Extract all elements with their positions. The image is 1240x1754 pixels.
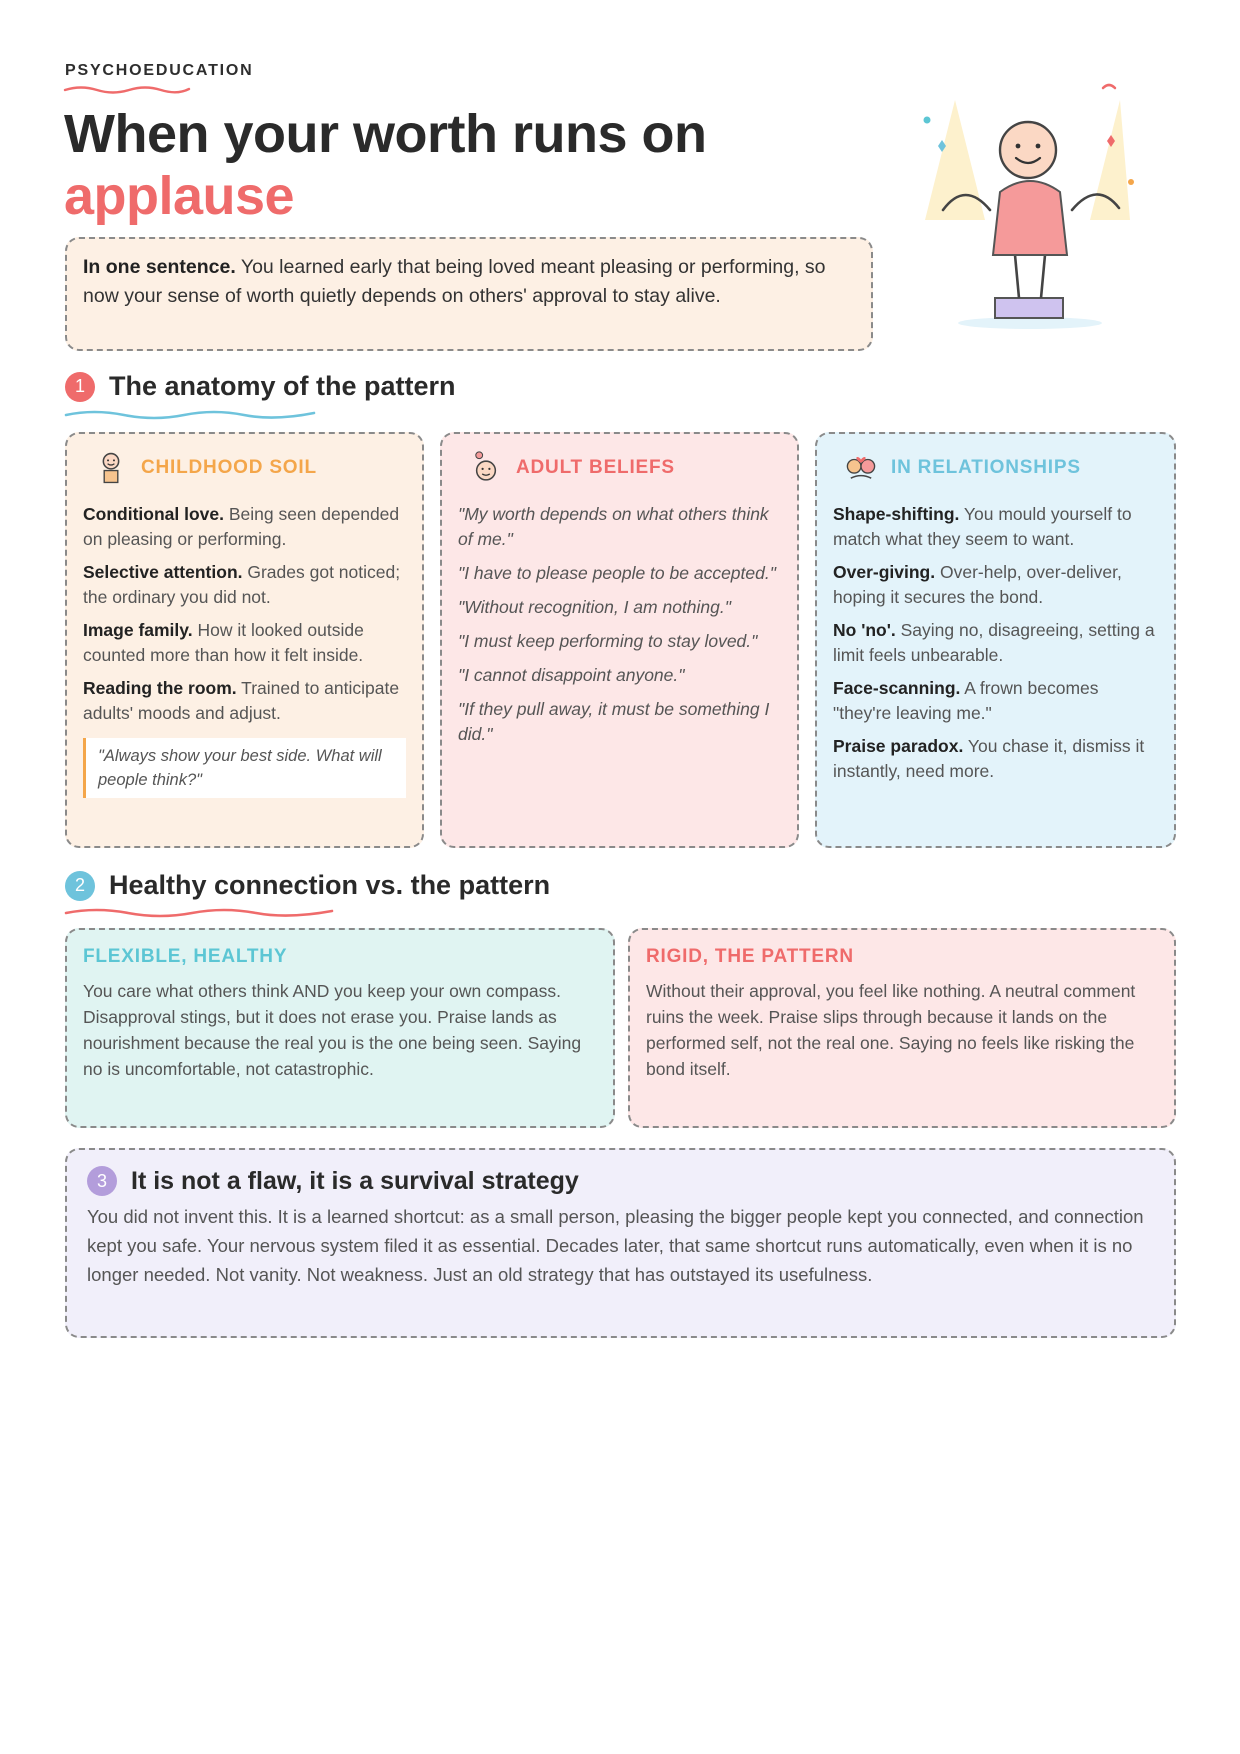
section-1-title: The anatomy of the pattern xyxy=(109,371,456,401)
section-2-number: 2 xyxy=(65,871,95,901)
section-1-heading xyxy=(65,371,456,402)
section-2-title: Healthy connection vs. the pattern xyxy=(109,870,551,900)
relationship-item-text: Over-help, over-deliver, hoping it secures the bond. xyxy=(833,562,1122,607)
performer-on-stage-icon xyxy=(915,80,1145,340)
relationship-item xyxy=(833,618,1158,668)
childhood-item-term: Selective attention. xyxy=(83,562,243,582)
section-3-title: It is not a flaw, it is a survival strategy xyxy=(131,1166,579,1195)
belief-quote: "If they pull away, it must be something I did." xyxy=(458,699,770,744)
childhood-item xyxy=(83,676,406,726)
childhood-item-term: Conditional love. xyxy=(83,504,224,524)
childhood-item-text: How it looked outside counted more than how it felt inside. xyxy=(83,620,364,665)
relationship-item-text: A frown becomes "they're leaving me." xyxy=(833,678,1099,723)
summary-lead: In one sentence. xyxy=(83,256,236,278)
belief-quote: "I must keep performing to stay loved." xyxy=(458,631,758,651)
rigid-card-text: Without their approval, you feel like nothing. A neutral comment ruins the week. Praise slips through because it lands on the performed self, not the real one. Saying no feels like risking the bond itself. xyxy=(646,981,1136,1079)
two-people-heart-icon xyxy=(841,451,881,485)
healthy-card-text: You care what others think AND you keep your own compass. Disapproval stings, but it does not erase you. Praise lands as nourishment because the real you is the one being seen. Saying no is uncomfortable, not catastrophic. xyxy=(83,981,582,1079)
healthy-card xyxy=(65,928,615,1128)
relationships-card-header xyxy=(833,454,1158,482)
childhood-item xyxy=(83,502,406,552)
relationships-card-label: IN RELATIONSHIPS xyxy=(891,457,1081,478)
relationship-item-term: Face-scanning. xyxy=(833,678,961,698)
relationship-item-term: No 'no'. xyxy=(833,620,896,640)
relationship-item xyxy=(833,676,1158,726)
section-3-number: 3 xyxy=(87,1166,117,1196)
relationship-item-term: Over-giving. xyxy=(833,562,936,582)
childhood-item-term: Image family. xyxy=(83,620,193,640)
childhood-item xyxy=(83,560,406,610)
adult-beliefs-card xyxy=(440,432,799,848)
section-3-text: You did not invent this. It is a learned shortcut: as a small person, pleasing the bigger people kept you connected, and connection kept you safe. Your nervous system filed it as essential. Decades later, that same shortcut runs automatically, even when it is no longer needed. Not vanity. Not weakness. Just an old strategy that has outstayed its usefulness. xyxy=(87,1206,1144,1285)
rigid-card-label: RIGID, THE PATTERN xyxy=(646,946,854,967)
page-title xyxy=(64,103,706,227)
belief-quote: "I have to please people to be accepted." xyxy=(458,563,776,583)
childhood-quote-callout: "Always show your best side. What will people think?" xyxy=(83,738,406,798)
childhood-item-term: Reading the room. xyxy=(83,678,237,698)
section-2-heading xyxy=(65,870,550,901)
childhood-item xyxy=(83,618,406,668)
belief-quote: "My worth depends on what others think of me." xyxy=(458,504,769,549)
childhood-card-label: CHILDHOOD SOIL xyxy=(141,457,317,478)
summary-text: You learned early that being loved meant pleasing or performing, so now your sense of worth quietly depends on others' approval to stay alive. xyxy=(83,256,826,307)
relationship-item-text: Saying no, disagreeing, setting a limit feels unbearable. xyxy=(833,620,1155,665)
survival-strategy-box xyxy=(65,1148,1176,1338)
beliefs-card-label: ADULT BELIEFS xyxy=(516,457,675,478)
rigid-card xyxy=(628,928,1176,1128)
beliefs-card-header xyxy=(458,454,781,482)
relationship-item-term: Shape-shifting. xyxy=(833,504,960,524)
eyebrow-squiggle xyxy=(63,84,191,94)
relationship-item xyxy=(833,734,1158,784)
title-line: When your worth runs on xyxy=(64,104,707,164)
childhood-item-text: Being seen depended on pleasing or performing. xyxy=(83,504,400,549)
thinking-face-icon xyxy=(466,451,506,485)
relationships-card xyxy=(815,432,1176,848)
section-3-heading xyxy=(87,1166,1154,1196)
summary-box xyxy=(65,237,873,351)
childhood-item-text: Grades got noticed; the ordinary you did not. xyxy=(83,562,401,607)
relationship-item xyxy=(833,560,1158,610)
section-1-squiggle xyxy=(64,408,316,420)
title-accent-word: applause xyxy=(64,166,295,226)
relationship-item-term: Praise paradox. xyxy=(833,736,964,756)
healthy-card-label: FLEXIBLE, HEALTHY xyxy=(83,946,288,967)
childhood-card-header xyxy=(83,454,406,482)
relationship-item-text: You chase it, dismiss it instantly, need more. xyxy=(833,736,1145,781)
section-2-squiggle xyxy=(64,906,334,918)
childhood-item-text: Trained to anticipate adults' moods and adjust. xyxy=(83,678,400,723)
section-1-number: 1 xyxy=(65,372,95,402)
relationship-item-text: You mould yourself to match what they seem to want. xyxy=(833,504,1132,549)
child-icon xyxy=(91,451,131,485)
belief-quote: "Without recognition, I am nothing." xyxy=(458,597,731,617)
eyebrow-label: PSYCHOEDUCATION xyxy=(65,62,254,79)
childhood-soil-card xyxy=(65,432,424,848)
relationship-item xyxy=(833,502,1158,552)
belief-quote: "I cannot disappoint anyone." xyxy=(458,665,685,685)
